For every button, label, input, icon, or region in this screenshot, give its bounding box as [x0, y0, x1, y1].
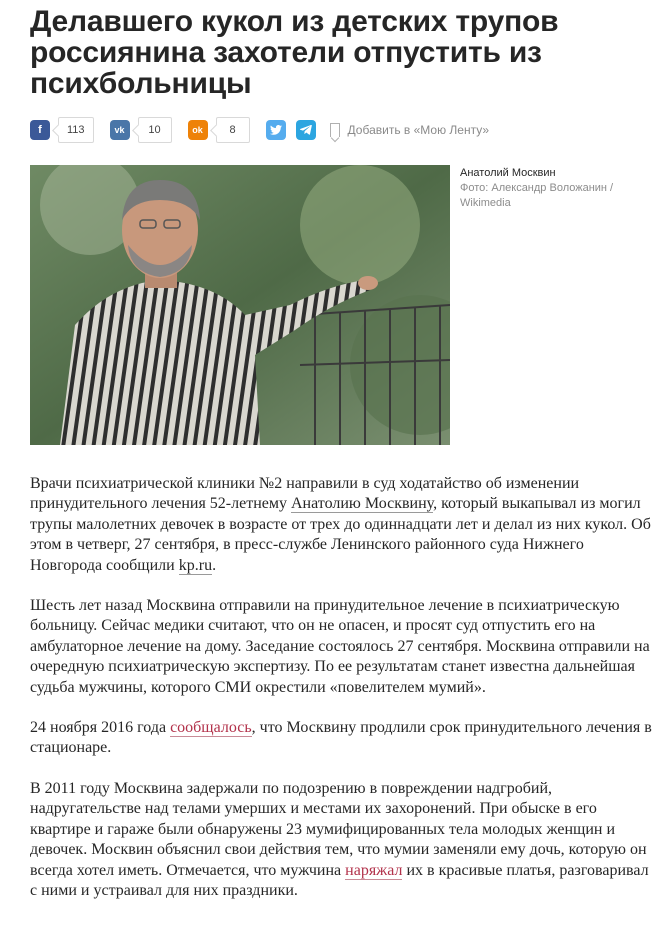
share-bar: [30, 117, 489, 143]
paragraph-text: , что Москвину продлили срок принудительного лечения в стационаре.: [30, 719, 652, 757]
paragraph-text: .: [212, 556, 217, 574]
photo-caption-name: Анатолий Москвин: [460, 167, 556, 179]
paragraph-4: [30, 779, 655, 901]
dressed-link[interactable]: наряжал: [345, 861, 403, 879]
facebook-share-count: 113: [58, 117, 94, 143]
odnoklassniki-icon: ok: [192, 125, 203, 135]
paragraph-text: В 2011 году Москвина задержали по подозрению в повреждении надгробий, надругательстве над телами умерших и местами их захоронений. При обыске в его квартире и гараже были обнаружены 23 мумифицированных тела молодых женщин и девочек. Москвин объяснил свои действия тем, что мумии заменяли ему дочь, которую он всегда хотел иметь. Отмечается, что мужчина: [30, 779, 647, 879]
vk-share-count: 10: [138, 117, 172, 143]
photo-caption: [460, 165, 656, 211]
article-title: Делавшего кукол из детских трупов россиянина захотели отпустить из психбольницы: [30, 5, 559, 100]
kp-ru-link[interactable]: kp.ru: [178, 556, 213, 574]
paragraph-text: 24 ноября 2016 года: [30, 719, 171, 737]
paragraph-text: их в красивые платья, разговаривал с ними и устраивал для них праздники.: [30, 861, 649, 899]
telegram-share-button[interactable]: [296, 120, 316, 140]
twitter-icon: [270, 125, 282, 135]
bookmark-icon: [330, 123, 340, 137]
paragraph-text: , который выкапывал из могил трупы малолетних девочек в возрасте от трех до одиннадцати лет и делал из них кукол. Об этом в четверг, 27 сентября, в пресс-службе Ленинского районного суда Нижнего Новгорода сообщили: [30, 495, 651, 574]
photo-caption-credit: Фото: Александр Воложанин / Wikimedia: [460, 182, 614, 209]
paragraph-2: Шесть лет назад Москвина отправили на принудительное лечение в психиатрическую больницу. Сейчас медики считают, что он не опасен, и просят суд отпустить его на амбулаторное лечение на дому. Заседание состоялось 27 сентября. Москвина отправили на очередную психиатрическую экспертизу. По ее результатам станет известна дальнейшая судьба мужчины, которого СМИ окрестили «повелителем мумий».: [30, 597, 650, 696]
add-to-feed-button[interactable]: [330, 123, 490, 137]
paragraph-1: [30, 474, 655, 576]
facebook-icon: f: [38, 124, 42, 136]
moskvin-link[interactable]: Анатолию Москвину: [291, 495, 434, 513]
paragraph-text: Врачи психиатрической клиники №2 направили в суд ходатайство об изменении принудительного лечения 52-летнему: [30, 475, 580, 513]
odnoklassniki-share-count: 8: [216, 117, 250, 143]
reported-link[interactable]: сообщалось: [170, 719, 252, 737]
paragraph-3: [30, 718, 655, 759]
add-to-feed-label: Добавить в «Мою Ленту»: [347, 123, 490, 137]
facebook-share-button[interactable]: [30, 120, 50, 140]
odnoklassniki-share-button[interactable]: [188, 120, 208, 140]
article-body: [30, 474, 655, 921]
article-photo: [30, 165, 450, 445]
telegram-icon: [300, 125, 312, 135]
twitter-share-button[interactable]: [266, 120, 286, 140]
vk-icon: vk: [114, 125, 125, 135]
vk-share-button[interactable]: [110, 120, 130, 140]
